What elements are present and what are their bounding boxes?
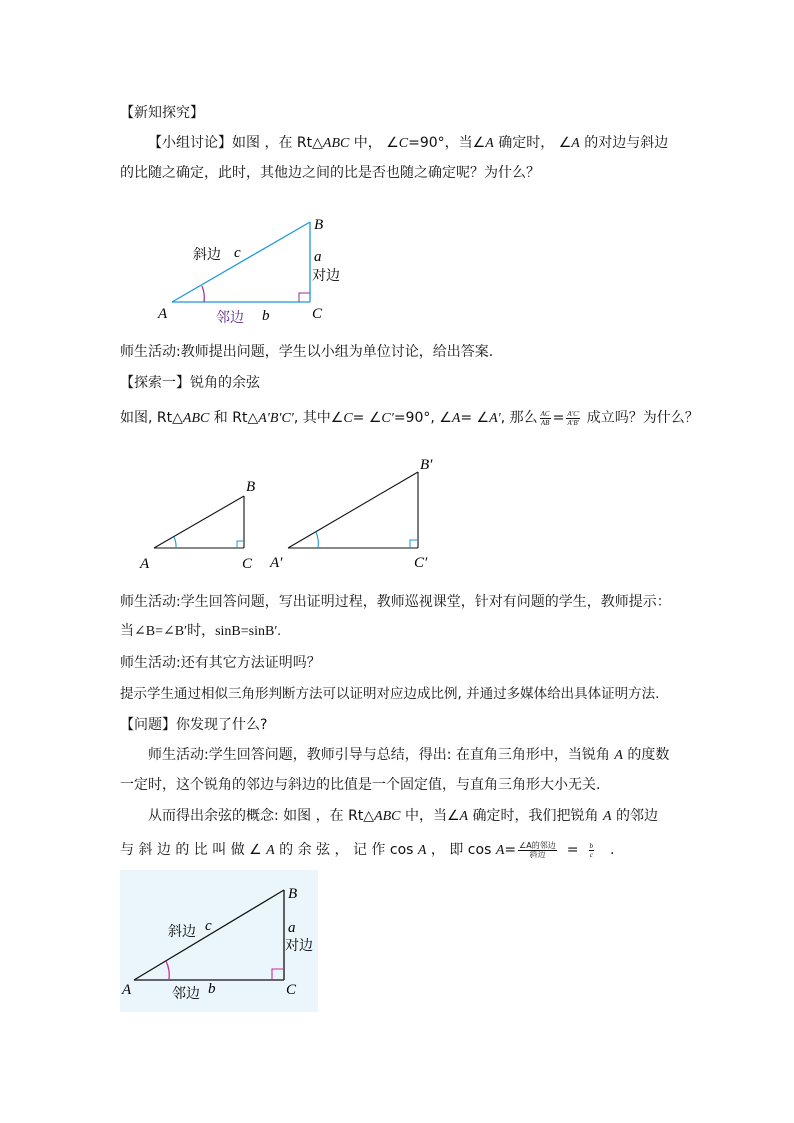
large-vertex-a: A′ (270, 555, 283, 571)
var-a: A (614, 748, 623, 763)
fraction-adjacent-over-hypotenuse (518, 842, 557, 859)
fraction-b-over-c (589, 842, 595, 859)
text: 的度数 (622, 747, 670, 763)
text: 中，当∠ (400, 808, 460, 824)
explore-one-question (120, 408, 699, 429)
similar-triangles-figure (130, 450, 450, 580)
text: =90°, ∠ (393, 410, 452, 426)
numerator: ∠A的邻边 (519, 840, 556, 850)
triangle-label: △ABC (363, 809, 401, 824)
var-a: A (451, 411, 461, 426)
text: 确定时，我们把锐角 (468, 808, 603, 824)
hypotenuse-var: c (205, 918, 212, 934)
var-a: A (485, 136, 494, 151)
denominator: AB (540, 418, 550, 427)
small-vertex-a: A (140, 556, 150, 572)
text: 师生活动:学生回答问题，教师引导与总结，得出: 在直角三角形中，当锐角 (148, 747, 615, 763)
text: 成立吗？为什么？ (582, 410, 699, 426)
numerator: AC (540, 409, 550, 418)
text: = ∠ (352, 410, 382, 426)
denominator: c (589, 850, 593, 859)
text: 的对边与斜边 (579, 135, 669, 151)
text: 如图, Rt (120, 410, 173, 426)
hypotenuse-label: 斜边 (168, 924, 196, 940)
var-a: A (495, 843, 505, 858)
fraction-ac-ab-prime (566, 410, 580, 427)
var-a: A (571, 136, 580, 151)
opposite-label: 对边 (312, 268, 340, 284)
denominator: 斜边 (529, 849, 546, 859)
text: =90°，当∠ (408, 135, 486, 151)
var-a: A (417, 843, 427, 858)
text: ， 即 cos (426, 842, 496, 858)
discussion-line-1 (148, 133, 668, 154)
text: = (566, 842, 579, 858)
vertex-c-label: C (286, 982, 297, 998)
text: 的 余 弦 ， 记 作 cos (274, 842, 418, 858)
large-vertex-c: C′ (414, 555, 428, 571)
numerator: A′C′ (567, 409, 580, 418)
small-right-angle-mark (237, 541, 244, 548)
fraction-ac-ab (540, 410, 551, 427)
text: 【小组讨论】如图 ，在 Rt (148, 135, 313, 151)
vertex-a-label: A (122, 982, 132, 998)
summary-line-1 (148, 745, 669, 766)
small-angle-arc (174, 537, 176, 548)
definition-line-1 (148, 806, 658, 827)
vertex-a-label: A (158, 306, 168, 322)
denominator: A′B′ (567, 418, 580, 427)
section-heading-new: 【新知探究】 (120, 105, 204, 121)
explore-one-heading: 【探索一】锐角的余弦 (120, 375, 260, 391)
small-vertex-c: C (242, 556, 253, 572)
hypotenuse-var: c (234, 245, 241, 261)
opposite-var: a (288, 920, 296, 936)
teacher-activity-1: 师生活动:教师提出问题，学生以小组为单位讨论，给出答案. (120, 344, 494, 360)
right-angle-mark (299, 293, 310, 302)
small-hypotenuse (154, 496, 244, 548)
opposite-label: 对边 (285, 938, 313, 954)
adjacent-var: b (262, 308, 270, 324)
adjacent-label: 邻边 (172, 986, 200, 1002)
text: 的邻边 (611, 808, 659, 824)
triangle-label: △A′B′C′ (247, 411, 294, 426)
text: 确定时， ∠ (493, 135, 572, 151)
vertex-b-label: B (314, 217, 324, 233)
definition-line-2 (120, 840, 614, 861)
triangle-label: △ABC (172, 411, 210, 426)
numerator: b (589, 841, 593, 850)
text: = (504, 842, 517, 858)
text: . (610, 842, 615, 858)
opposite-var: a (314, 249, 322, 265)
hint-text: 当∠B=∠B′时，sinB=sinB′. (120, 624, 281, 639)
discussion-line-2: 的比随之确定，此时，其他边之间的比是否也随之确定呢？为什么？ (120, 165, 540, 181)
large-hypotenuse (288, 472, 418, 548)
teacher-activity-2: 师生活动:学生回答问题，写出证明过程，教师巡视课堂，针对有问题的学生，教师提示： (120, 594, 671, 610)
vertex-c-label: C (312, 306, 323, 322)
text: , 那么 (500, 410, 538, 426)
large-right-angle-mark (410, 540, 418, 548)
angle-arc (202, 286, 204, 302)
var-a: A (603, 809, 612, 824)
text: 与 斜 边 的 比 叫 做 ∠ (120, 842, 267, 858)
var-a-prime: A′ (489, 411, 501, 426)
hypotenuse-label: 斜边 (193, 247, 221, 263)
small-vertex-b: B (246, 479, 256, 495)
text: 和 Rt (209, 410, 248, 426)
text: 中， ∠ (349, 135, 399, 151)
right-triangle-figure-1 (150, 210, 360, 330)
large-vertex-b: B′ (420, 457, 433, 473)
large-angle-arc (316, 532, 318, 548)
text: = ∠ (460, 410, 490, 426)
text: , 其中∠ (293, 410, 344, 426)
var-c: C (398, 136, 409, 151)
text: 从而得出余弦的概念: 如图 ，在 Rt (148, 808, 364, 824)
right-triangle-figure-2 (120, 870, 318, 1012)
prompt-text: 提示学生通过相似三角形判断方法可以证明对应边成比例, 并通过多媒体给出具体证明方法. (120, 686, 660, 702)
summary-line-2: 一定时，这个锐角的邻边与斜边的比值是一个固定值，与直角三角形大小无关. (120, 777, 601, 793)
adjacent-var: b (208, 981, 216, 997)
vertex-b-label: B (288, 886, 298, 902)
var-c-prime: C′ (381, 411, 394, 426)
var-a: A (266, 843, 275, 858)
teacher-activity-3: 师生活动:还有其它方法证明吗？ (120, 655, 321, 671)
triangle-label: △ABC (312, 136, 350, 151)
text: = (552, 410, 565, 426)
var-c: C (343, 411, 353, 426)
adjacent-label: 邻边 (216, 310, 244, 326)
var-a: A (459, 809, 469, 824)
question-heading: 【问题】你发现了什么? (120, 717, 268, 733)
